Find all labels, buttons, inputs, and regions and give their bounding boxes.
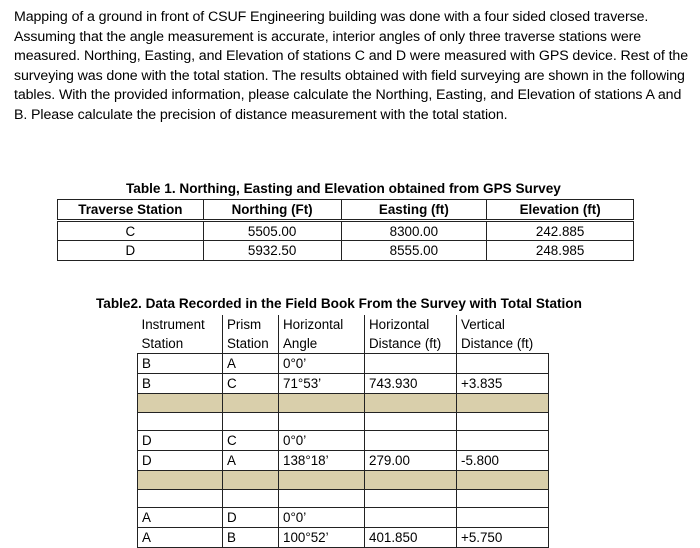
col-header: Angle (279, 334, 365, 353)
cell: 242.885 (487, 221, 634, 241)
blank-row (138, 489, 549, 507)
table-row (58, 241, 634, 261)
cell: A (223, 450, 279, 470)
field-book-table (137, 315, 549, 548)
table-row (138, 527, 549, 547)
cell: A (223, 353, 279, 373)
cell (457, 430, 549, 450)
separator-row (138, 393, 549, 412)
cell: -5.800 (457, 450, 549, 470)
table-row (138, 507, 549, 527)
table-row (138, 373, 549, 393)
cell: 71°53’ (279, 373, 365, 393)
cell: 248.985 (487, 241, 634, 261)
cell: A (138, 527, 223, 547)
col-header: Prism (223, 315, 279, 334)
cell: B (138, 373, 223, 393)
cell: C (223, 373, 279, 393)
col-header-elevation: Elevation (ft) (487, 200, 634, 221)
col-header: Station (138, 334, 223, 353)
cell: 138°18’ (279, 450, 365, 470)
cell: 8555.00 (341, 241, 487, 261)
cell (365, 430, 457, 450)
col-header: Distance (ft) (365, 334, 457, 353)
table-header-row (138, 315, 549, 334)
col-header: Distance (ft) (457, 334, 549, 353)
cell: 8300.00 (341, 221, 487, 241)
cell: +3.835 (457, 373, 549, 393)
cell: D (58, 241, 204, 261)
cell: D (223, 507, 279, 527)
cell: 743.930 (365, 373, 457, 393)
cell (457, 353, 549, 373)
cell: 0°0’ (279, 507, 365, 527)
cell (365, 507, 457, 527)
cell: B (138, 353, 223, 373)
gps-survey-table (57, 199, 634, 261)
col-header-northing: Northing (Ft) (203, 200, 341, 221)
table-row (138, 430, 549, 450)
table-row (138, 353, 549, 373)
cell (457, 507, 549, 527)
col-header: Instrument (141, 317, 205, 332)
blank-row (138, 412, 549, 430)
cell: 401.850 (365, 527, 457, 547)
col-header-station: Traverse Station (58, 200, 204, 221)
table2-caption: Table2. Data Recorded in the Field Book From the Survey with Total Station (96, 296, 582, 311)
table-row (58, 221, 634, 241)
table-header-row (138, 334, 549, 353)
col-header: Horizontal (279, 315, 365, 334)
col-header: Horizontal (365, 315, 457, 334)
separator-row (138, 470, 549, 489)
cell: +5.750 (457, 527, 549, 547)
problem-statement: Mapping of a ground in front of CSUF Engineering building was done with a four sided closed traverse. Assuming that the angle measurement is accurate, interior angles of only three traverse stations were measured. Northing, Easting, and Elevation of stations C and D were measured with GPS device. Rest of the surveying was done with the total station. The results obtained with field surveying are shown in the following tables. With the provided information, please calculate the Northing, Easting, and Elevation of stations A and B. Please calculate the precision of distance measurement with the total station. (14, 9, 689, 123)
cell (365, 353, 457, 373)
table-header-row (58, 200, 634, 221)
cell: D (138, 430, 223, 450)
col-header: Station (223, 334, 279, 353)
col-header-easting: Easting (ft) (341, 200, 487, 221)
cell: B (223, 527, 279, 547)
cell: 5505.00 (203, 221, 341, 241)
cell: 0°0’ (279, 430, 365, 450)
cell: D (138, 450, 223, 470)
cell: C (223, 430, 279, 450)
cell: C (58, 221, 204, 241)
table-row (138, 450, 549, 470)
col-header: Vertical (457, 315, 549, 334)
cell: 279.00 (365, 450, 457, 470)
cell: 5932.50 (203, 241, 341, 261)
cell: 100°52’ (279, 527, 365, 547)
cell: 0°0’ (279, 353, 365, 373)
table1-caption: Table 1. Northing, Easting and Elevation obtained from GPS Survey (126, 181, 561, 196)
cell: A (138, 507, 223, 527)
